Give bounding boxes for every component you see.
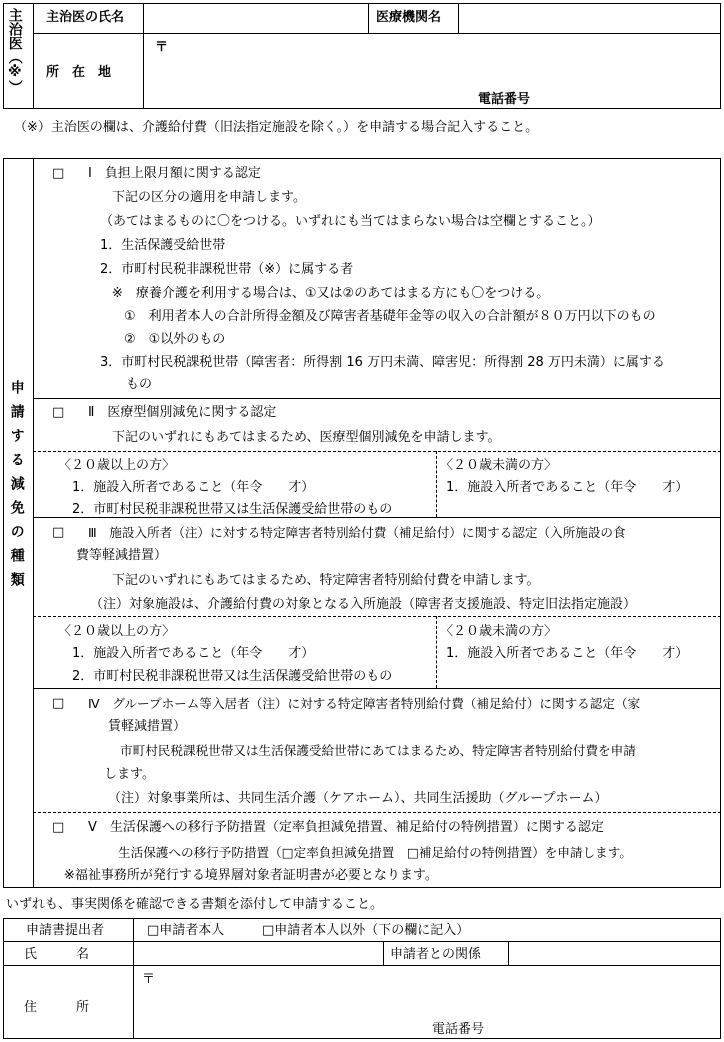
s1-item3b: もの [126, 377, 153, 392]
s2-title: Ⅱ 医療型個別減免に関する認定 [88, 405, 277, 420]
s1-sub2: ② ①以外のもの [124, 332, 226, 347]
s2-line1: 下記のいずれにもあてはまるため、医療型個別減免を申請します。 [112, 430, 501, 445]
s3-title2: 費等軽減措置） [76, 548, 168, 563]
doctor-phone-label: 電話番号 [478, 92, 531, 107]
submitter-label: 申請書提出者 [26, 923, 105, 938]
applicant-row1 [3, 941, 721, 942]
s1-item2: 2．市町村民税非課税世帯（※）に属する者 [100, 262, 354, 277]
applicant-name-label: 氏 名 [24, 947, 90, 962]
doctor-side-label: 主治医（※） [6, 8, 23, 94]
s2-left1: 1．施設入所者であること（年令 才） [72, 480, 315, 495]
s3-line1: 下記のいずれにもあてはまるため、特定障害者特別給付費を申請します。 [112, 573, 540, 588]
s1-line1: 下記の区分の適用を申請します。 [112, 190, 306, 205]
s3-right-head: 〈２０歳未満の方〉 [440, 624, 558, 639]
relation-label: 申請者との関係 [390, 947, 482, 962]
reduction-side-label: 申請する減免の種類 [8, 380, 25, 596]
s3-note: （注）対象施設は、介護給付費の対象となる入所施設（障害者支援施設、特定旧法指定施設） [90, 597, 637, 612]
s3-left-head: 〈２０歳以上の方〉 [58, 624, 176, 639]
s2-left-head: 〈２０歳以上の方〉 [58, 458, 176, 473]
s4-title2: 賃軽減措置） [108, 719, 187, 734]
attachment-note: いずれも、事実関係を確認できる書類を添付して申請すること。 [6, 897, 384, 912]
doctor-address-label: 所 在 地 [46, 65, 112, 80]
s2-checkbox[interactable]: □ [52, 405, 65, 420]
s1-note: ※ 療養介護を利用する場合は、①又は②のあてはまる方にも〇をつける。 [112, 286, 550, 301]
s1-sub1: ① 利用者本人の合計所得金額及び障害者基礎年金等の収入の合計額が８０万円以下のもの [124, 309, 656, 324]
s3-left1: 1．施設入所者であること（年令 才） [72, 646, 315, 661]
s2-vdash [436, 451, 437, 517]
s3-vdash [436, 616, 437, 688]
s3-s4-divider [33, 688, 721, 689]
reduction-side-divider [33, 158, 34, 888]
applicant-col2 [383, 941, 384, 965]
s4-checkbox[interactable]: □ [52, 696, 65, 711]
s3-title: Ⅲ 施設入所者（注）に対する特定障害者特別給付費（補足給付）に関する認定（入所施設の食 [88, 525, 626, 540]
applicant-col1 [133, 918, 134, 1039]
s4-title: Ⅳ グループホーム等入居者（注）に対する特定障害者特別給付費（補足給付）に関する認定（家 [88, 696, 641, 711]
s2-right1: 1．施設入所者であること（年令 才） [446, 480, 689, 495]
s5-title: Ⅴ 生活保護への移行予防措置（定率負担減免措置、補足給付の特例措置）に関する認定 [88, 820, 604, 835]
applicant-postal-mark: 〒 [142, 972, 156, 987]
s2-dash-divider [33, 451, 721, 452]
s1-checkbox[interactable]: □ [52, 166, 65, 181]
s1-title: Ⅰ 負担上限月額に関する認定 [88, 166, 261, 181]
applicant-phone-label: 電話番号 [432, 1022, 485, 1037]
s4-note: （注）対象事業所は、共同生活介護（ケアホーム）、共同生活援助（グループホーム） [108, 791, 608, 806]
s4-line1: 市町村民税課税世帯又は生活保護受給世帯にあてはまるため、特定障害者特別給付費を申請 [120, 743, 636, 758]
s5-note: ※福祉事務所が発行する境界層対象者証明書が必要となります。 [64, 868, 438, 883]
doctor-row-divider [33, 33, 721, 34]
doctor-divider [33, 3, 34, 109]
s1-item1: 1．生活保護受給世帯 [100, 238, 226, 253]
applicant-col3 [508, 941, 509, 965]
s1-s2-divider [33, 398, 721, 399]
doctor-col-divider [143, 3, 144, 109]
institution-label: 医療機関名 [376, 10, 442, 25]
s4-line1b: します。 [104, 767, 155, 782]
s2-right-head: 〈２０歳未満の方〉 [440, 458, 558, 473]
applicant-address-label: 住 所 [24, 1000, 90, 1015]
s2-left2: 2．市町村民税非課税世帯又は生活保護受給世帯のもの [72, 502, 393, 517]
s3-checkbox[interactable]: □ [52, 525, 65, 540]
doctor-name-label: 主治医の氏名 [46, 10, 125, 25]
doctor-note: （※）主治医の欄は、介護給付費（旧法指定施設を除く。）を申請する場合記入すること。 [14, 120, 539, 135]
doctor-postal-mark: 〒 [155, 40, 169, 55]
s5-line1: 生活保護への移行予防措置（□定率負担減免措置 □補足給付の特例措置）を申請します。 [118, 845, 632, 860]
applicant-row2 [3, 965, 721, 966]
s3-right1: 1．施設入所者であること（年令 才） [446, 646, 689, 661]
doctor-col-divider-2 [368, 3, 369, 33]
submitter-self-option[interactable]: □申請者本人 [147, 923, 225, 938]
s5-checkbox[interactable]: □ [52, 820, 65, 835]
s3-dash-divider [33, 616, 721, 617]
s1-item3a: 3．市町村民税課税世帯（障害者：所得割 16 万円未満、障害児：所得割 28 万円未満）に属する [100, 355, 665, 370]
s4-s5-divider [33, 812, 721, 813]
submitter-other-option[interactable]: □申請者本人以外（下の欄に記入） [262, 923, 470, 938]
s2-s3-divider [33, 517, 721, 518]
s1-line2: （あてはまるものに〇をつける。いずれにも当てはまらない場合は空欄とすること。） [100, 214, 601, 229]
s3-left2: 2．市町村民税非課税世帯又は生活保護受給世帯のもの [72, 669, 393, 684]
doctor-col-divider-3 [458, 3, 459, 33]
